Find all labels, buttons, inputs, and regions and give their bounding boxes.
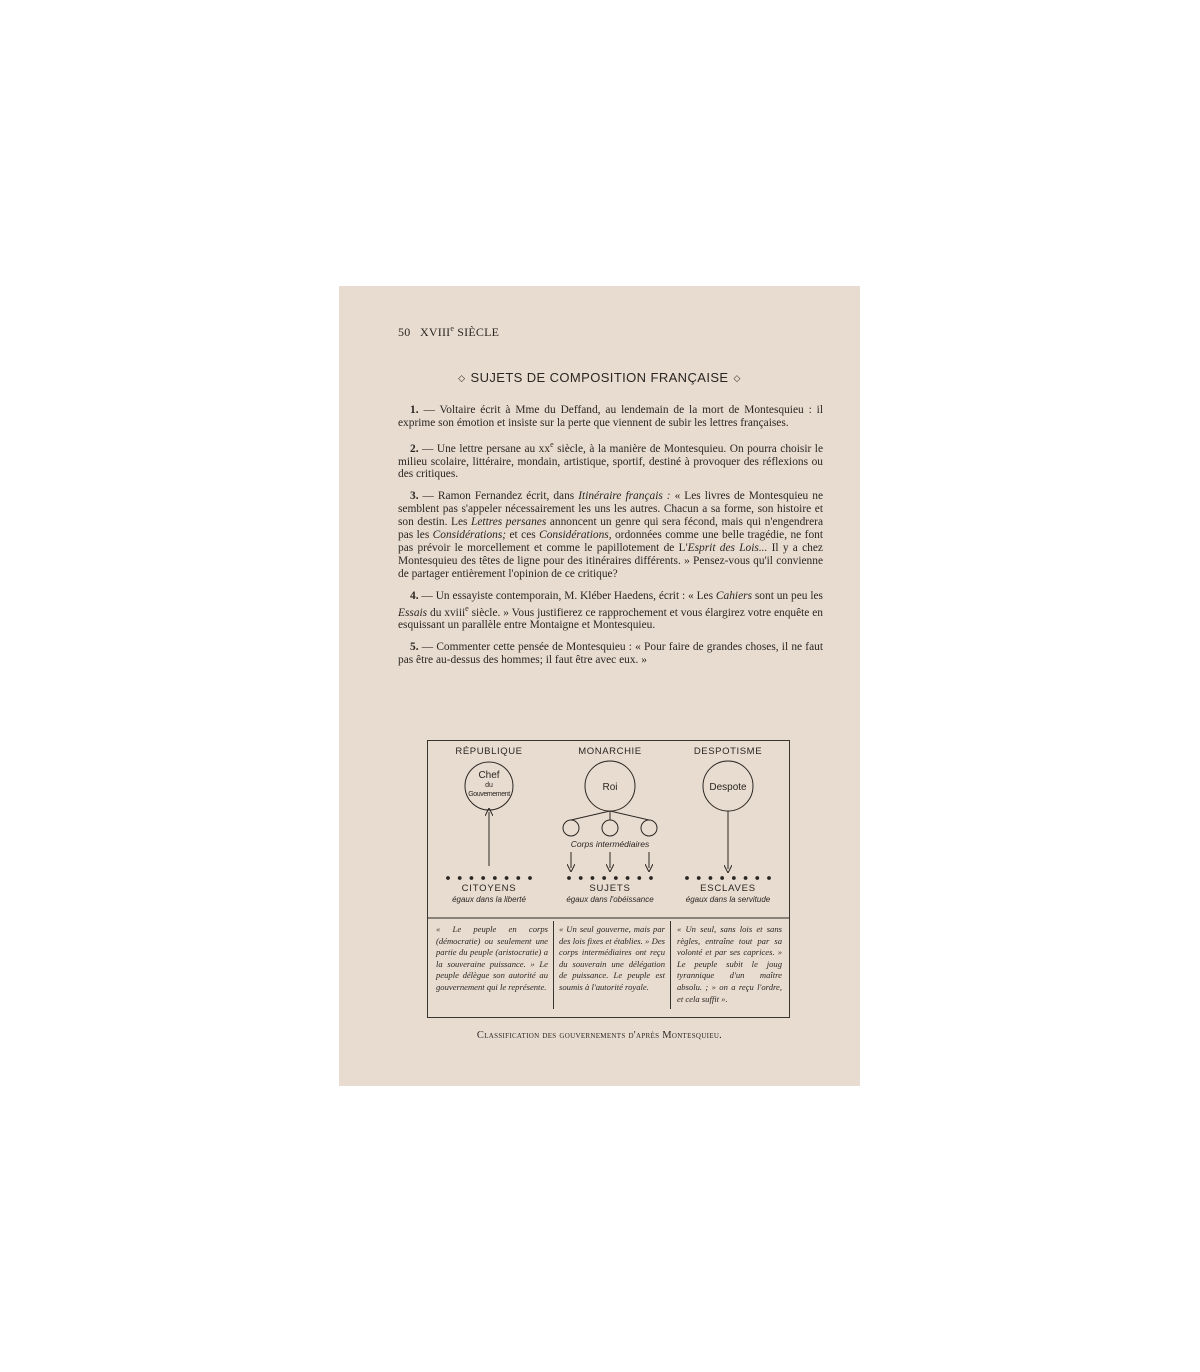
composition-subjects xyxy=(398,404,823,676)
delegation-line xyxy=(610,811,649,820)
section-title: ◇ SUJETS DE COMPOSITION FRANÇAISE ◇ xyxy=(458,370,741,385)
population-dot xyxy=(637,876,641,880)
book-page xyxy=(339,286,860,1086)
population-dot xyxy=(528,876,532,880)
diagram-quotes xyxy=(428,919,789,1017)
population-dot xyxy=(685,876,689,880)
intermediate-body-circle xyxy=(563,820,579,836)
column-heading: DESPOTISME xyxy=(693,746,763,757)
population-dot xyxy=(709,876,713,880)
population-dot xyxy=(626,876,630,880)
population-dot xyxy=(767,876,771,880)
population-dot xyxy=(720,876,724,880)
population-dot xyxy=(446,876,450,880)
population-group: CITOYENS xyxy=(461,883,517,894)
subject-4: 4. — Un essayiste contemporain, M. Kléber Haedens, écrit : « Les Cahiers sont un peu les Essais du xviii$^e$ siècle. » Vous justifierez ce rapprochement et vous élargirez votre enquête en esquissant un parallèle entre Montaigne et Montesquieu. xyxy=(398,589,823,632)
population-dot xyxy=(458,876,462,880)
definition-quote: « Un seul, sans lois et sans règles, entraîne tout par sa volonté et par ses caprices. » Le peuple subit le joug tyrannique d'un maître absolu. ; » on a reçu l'ordre, et cela suffit ». xyxy=(677,924,782,1004)
subject-number: 4. xyxy=(410,589,419,602)
circle-label: du xyxy=(485,782,493,789)
population-description: égaux dans la liberté xyxy=(452,895,526,904)
population-dot xyxy=(602,876,606,880)
delegation-line xyxy=(571,811,610,820)
century-label: XVIIIe SIÈCLE xyxy=(420,324,500,339)
column-heading: MONARCHIE xyxy=(578,746,642,757)
population-dot xyxy=(649,876,653,880)
population-dot xyxy=(470,876,474,880)
intermediate-body-circle xyxy=(641,820,657,836)
population-dot xyxy=(755,876,759,880)
population-description: égaux dans la servitude xyxy=(685,895,771,904)
column-divider xyxy=(670,921,671,1009)
circle-label: Roi xyxy=(602,782,618,793)
figure-caption: Classification des gouvernements d'après Montesquieu. xyxy=(476,1030,723,1041)
population-dot xyxy=(591,876,595,880)
definition-quote: « Un seul gouverne, mais par des lois fixes et établies. » Des corps intermédiaires ont reçu du souverain une délégation de puissance. Le peuple est soumis à l'autorité royale. xyxy=(559,924,665,992)
intermediate-body-circle xyxy=(602,820,618,836)
definition-quote: « Le peuple en corps (démocratie) ou seulement une partie du peuple (aristocratie) a la souveraine puissance. » Le peuple délègue son autorité au gouvernement qui le représente. xyxy=(436,924,548,992)
population-dot xyxy=(516,876,520,880)
subject-1: 1. — Voltaire écrit à Mme du Deffand, au lendemain de la mort de Montesquieu : il exprime son émotion et insiste sur la perte que viennent de subir les lettres françaises. xyxy=(398,404,823,429)
population-dot xyxy=(744,876,748,880)
population-group: SUJETS xyxy=(589,883,631,894)
subject-number: 2. xyxy=(410,442,419,455)
diamond-ornament-icon: ◇ xyxy=(458,373,466,383)
population-dot xyxy=(697,876,701,880)
column-heading: RÉPUBLIQUE xyxy=(455,746,523,757)
population-dot xyxy=(732,876,736,880)
intermediate-bodies-label: Corps intermédiaires xyxy=(570,839,650,849)
population-dot xyxy=(505,876,509,880)
government-diagram xyxy=(427,740,790,1018)
subject-2: 2. — Une lettre persane au $xx^e$ siècle, à la manière de Montesquieu. On pourra choisir le milieu scolaire, littéraire, mondain, artistique, sportif, destiné à provoquer des réflexions ou des critiques. xyxy=(398,439,823,481)
subject-3: 3. — Ramon Fernandez écrit, dans Itinéraire français : « Les livres de Montesquieu ne semblent pas s'appeler nécessairement les uns les autres. Chacun a sa forme, son histoire et son destin. Les Lettres persanes annoncent un genre qui sera fécond, mais qui n'engendrera pas les Considérations; et ces Considérations, ordonnées comme une belle tragédie, ne font pas prévoir le morcellement et comme le papillotement de L'Esprit des Lois... Il y a chez Montesquieu des têtes de ligne pour des itinéraires différents. » Pensez-vous qu'il convienne de partager entièrement l'opinion de ce critique? xyxy=(398,490,824,580)
subject-number: 1. xyxy=(410,404,419,416)
circle-label: Gouvernement xyxy=(468,791,510,798)
running-head xyxy=(398,324,499,340)
subject-number: 5. xyxy=(410,641,419,654)
circle-label: Despote xyxy=(709,782,747,793)
population-dot xyxy=(567,876,571,880)
population-dot xyxy=(481,876,485,880)
column-divider xyxy=(553,921,554,1009)
population-dot xyxy=(579,876,583,880)
subject-5: 5. — Commenter cette pensée de Montesquieu : « Pour faire de grandes choses, il ne faut pas être au-dessus des hommes; il faut être avec eux. » xyxy=(398,641,823,667)
subject-number: 3. xyxy=(410,490,419,503)
population-group: ESCLAVES xyxy=(700,883,756,894)
circle-label: Chef xyxy=(478,770,500,781)
population-dot xyxy=(493,876,497,880)
diamond-ornament-icon: ◇ xyxy=(733,373,741,383)
page-number: 50 xyxy=(398,325,411,339)
diagram-drawing xyxy=(428,741,789,919)
population-dot xyxy=(614,876,618,880)
population-description: égaux dans l'obéissance xyxy=(566,895,654,904)
